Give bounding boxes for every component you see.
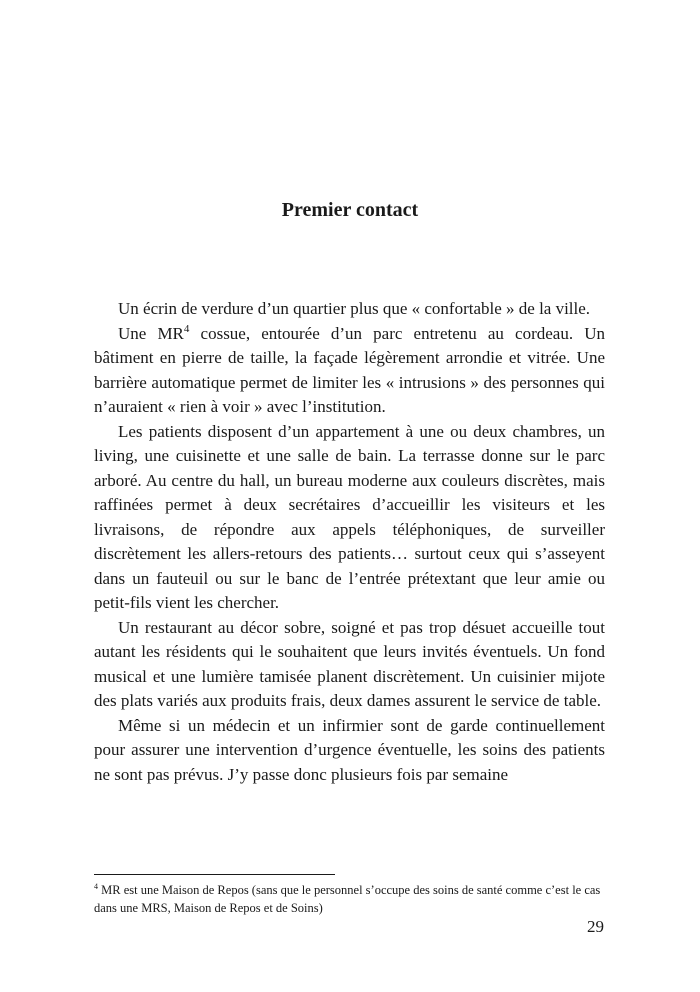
footnote [94, 881, 607, 917]
paragraph-text: Une MR [118, 323, 184, 343]
footnote-marker: 4 [94, 882, 98, 891]
paragraph-text: cossue, entourée d’un parc entretenu au cordeau. Un bâtiment en pierre de taille, la façade légèrement arrondie et vitrée. Une barrière automatique permet de limiter les « intrusions » des personnes qui n’auraient « rien à voir » avec l’institution. [94, 323, 605, 416]
paragraph-text: Même si un médecin et un infirmier sont de garde continuellement pour assurer une intervention d’urgence éventuelle, les soins des patients ne sont pas prévus. J’y passe donc plusieurs fois par semaine [94, 715, 605, 784]
paragraph [94, 420, 605, 616]
footnote-text: MR est une Maison de Repos (sans que le personnel s’occupe des soins de santé comme c’est le cas dans une MRS, Maison de Repos et de Soins) [94, 883, 601, 915]
paragraph-text: Les patients disposent d’un appartement à une ou deux chambres, un living, une cuisinette et une salle de bain. La terrasse donne sur le parc arboré. Au centre du hall, un bureau moderne aux couleurs discrètes, mais raffinées permet à deux secrétaires d’accueillir les visiteurs et les livraisons, de répondre aux appels téléphoniques, de surveiller discrètement les allers-retours des patients… surtout ceux qui s’asseyent dans un fauteuil ou sur le banc de l’entrée prétextant que leur amie ou petit-fils vient les chercher. [94, 421, 605, 612]
paragraph [94, 616, 605, 714]
paragraph [94, 714, 605, 788]
body-text [94, 297, 605, 787]
page-number: 29 [587, 917, 604, 936]
chapter-title: Premier contact [281, 199, 419, 221]
paragraph-text: Un restaurant au décor sobre, soigné et pas trop désuet accueille tout autant les résidents qui le souhaitent que leurs invités éventuels. Un fond musical et une lumière tamisée planent discrètement. Un cuisinier mijote des plats variés aux produits frais, deux dames assurent le service de table. [94, 617, 605, 710]
paragraph [94, 322, 605, 420]
paragraph-text: Un écrin de verdure d’un quartier plus que « confortable » de la ville. [118, 299, 591, 318]
footnote-divider [94, 874, 335, 875]
paragraph [94, 297, 605, 322]
footnote-reference: 4 [183, 322, 190, 335]
